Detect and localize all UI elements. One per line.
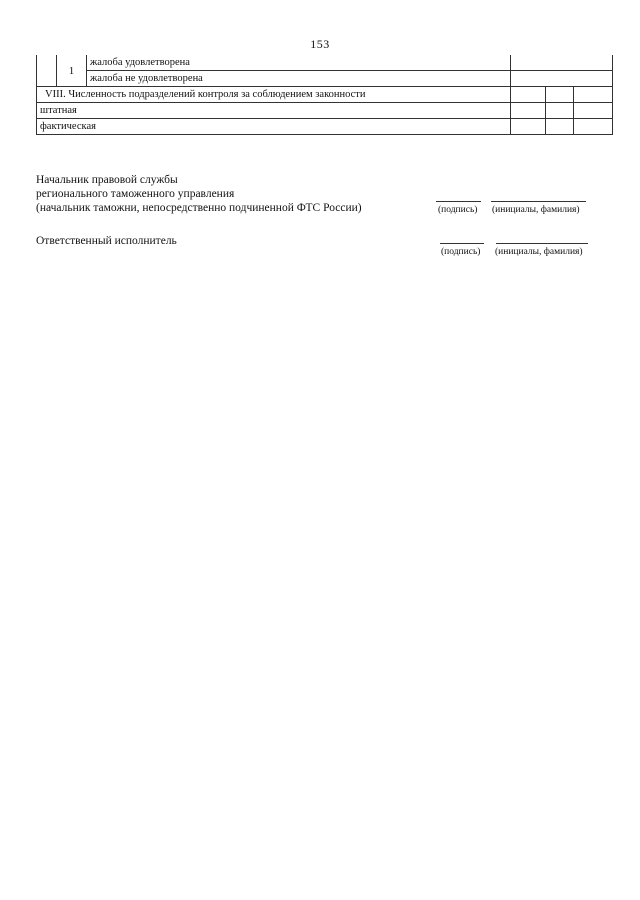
head-signature-caption: (подпись) bbox=[438, 205, 478, 215]
table-cell bbox=[574, 103, 613, 119]
row-number-cell: 1 bbox=[57, 55, 87, 87]
head-title-line2: регионального таможенного управления bbox=[36, 188, 235, 200]
complaint-not-satisfied-label: жалоба не удовлетворена bbox=[87, 71, 511, 87]
executor-title: Ответственный исполнитель bbox=[36, 235, 177, 247]
executor-signature-line bbox=[440, 243, 484, 244]
report-table bbox=[36, 55, 613, 135]
actual-label: фактическая bbox=[37, 119, 511, 135]
executor-signature-block bbox=[36, 234, 177, 248]
table-row bbox=[37, 119, 613, 135]
table-cell bbox=[546, 103, 574, 119]
table-cell bbox=[574, 119, 613, 135]
table-cell bbox=[511, 71, 613, 87]
head-title-line1: Начальник правовой службы bbox=[36, 174, 178, 186]
table-cell bbox=[511, 55, 613, 71]
table-cell bbox=[574, 87, 613, 103]
executor-name-line bbox=[496, 243, 588, 244]
table-row bbox=[37, 103, 613, 119]
section-heading-viii: VIII. Численность подразделений контроля за соблюдением законности bbox=[37, 87, 511, 103]
table-row bbox=[37, 71, 613, 87]
complaint-satisfied-label: жалоба удовлетворена bbox=[87, 55, 511, 71]
head-title-line3: (начальник таможни, непосредственно подчиненной ФТС России) bbox=[36, 202, 362, 214]
table-cell bbox=[511, 119, 546, 135]
table-row bbox=[37, 87, 613, 103]
table-cell bbox=[546, 87, 574, 103]
table-cell bbox=[511, 87, 546, 103]
executor-signature-caption: (подпись) bbox=[441, 247, 481, 257]
head-name-caption: (инициалы, фамилия) bbox=[492, 205, 580, 215]
table-cell bbox=[37, 55, 57, 87]
head-signature-line bbox=[436, 201, 481, 202]
table-cell bbox=[511, 103, 546, 119]
page-number: 153 bbox=[310, 37, 330, 51]
head-signature-block bbox=[36, 173, 362, 215]
executor-name-caption: (инициалы, фамилия) bbox=[495, 247, 583, 257]
head-name-line bbox=[491, 201, 586, 202]
table-cell bbox=[546, 119, 574, 135]
staff-label: штатная bbox=[37, 103, 511, 119]
table-row bbox=[37, 55, 613, 71]
